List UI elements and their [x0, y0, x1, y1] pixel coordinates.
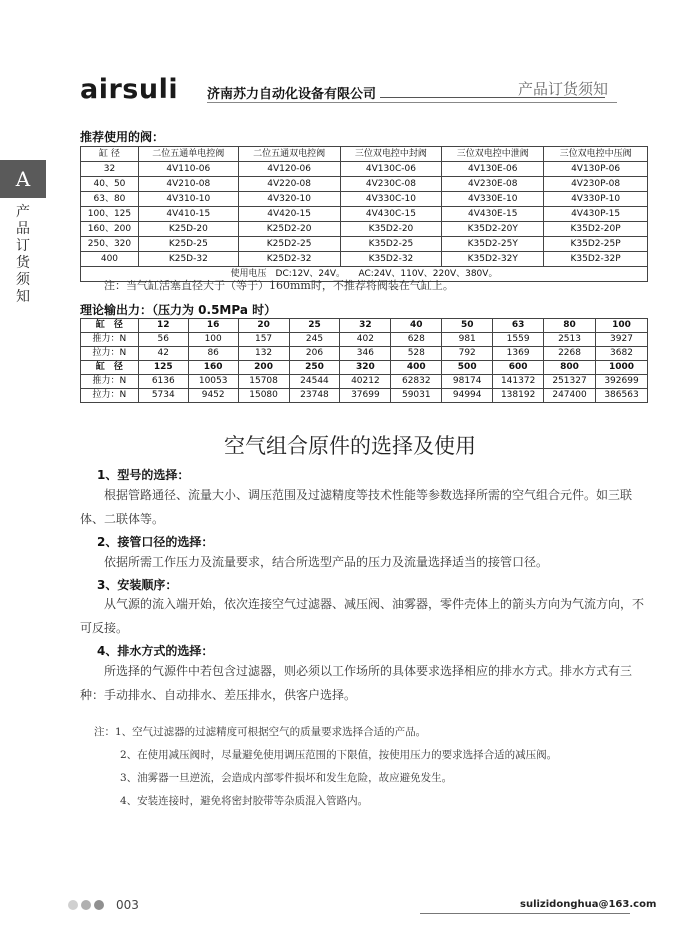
table-cell: 4V130C-06 [340, 162, 442, 177]
table-cell: K25D-25 [138, 237, 238, 252]
table-cell: 2268 [544, 347, 596, 361]
table-cell: 1559 [493, 333, 544, 347]
table-cell: 100 [596, 319, 648, 333]
section-text-model: 根据管路通径、流量大小、调压范围及过滤精度等技术性能等参数选择所需的空气组合元件。如三联体、二联体等。 [80, 488, 633, 526]
table-cell: 63 [493, 319, 544, 333]
footer-dot-3 [94, 900, 104, 910]
table-cell: 4V330P-10 [544, 192, 648, 207]
table-cell: 386563 [596, 389, 648, 403]
brand-logo: airsuli [80, 74, 179, 105]
table-cell: 23748 [289, 389, 340, 403]
table-cell: 245 [289, 333, 340, 347]
table-cell: 98174 [442, 375, 493, 389]
table-cell: 4V230E-08 [442, 177, 544, 192]
table-row [81, 252, 648, 267]
table-cell: 59031 [391, 389, 442, 403]
valves-table [80, 146, 648, 282]
force-table [80, 318, 648, 403]
table-cell: 4V130P-06 [544, 162, 648, 177]
table-cell: 4V430E-15 [442, 207, 544, 222]
table-cell: 250、320 [81, 237, 139, 252]
table-row [81, 222, 648, 237]
table-cell: 392699 [596, 375, 648, 389]
table-cell: 50 [442, 319, 493, 333]
table-cell: 9452 [188, 389, 238, 403]
table-row [81, 207, 648, 222]
page-number: 003 [116, 898, 139, 912]
valves-heading: 推荐使用的阀： [80, 130, 165, 144]
valves-col-header: 三位双电控中压阀 [544, 147, 648, 162]
section-heading-order: 3、安装顺序： [97, 578, 178, 592]
table-cell: 推力：N [81, 333, 139, 347]
table-cell: K35D2-20Y [442, 222, 544, 237]
force-row [81, 333, 648, 347]
article-title: 空气组合原件的选择及使用 [224, 434, 476, 458]
table-cell: 4V330E-10 [442, 192, 544, 207]
side-tab-label: 产品订货须知 [16, 204, 30, 305]
table-cell: 138192 [493, 389, 544, 403]
valves-col-header: 三位双电控中封阀 [340, 147, 442, 162]
table-cell: 56 [138, 333, 188, 347]
table-cell: 4V410-15 [138, 207, 238, 222]
table-cell: K35D2-20P [544, 222, 648, 237]
table-cell: 94994 [442, 389, 493, 403]
table-cell: 4V430C-15 [340, 207, 442, 222]
table-cell: K25D-32 [138, 252, 238, 267]
table-cell: 42 [138, 347, 188, 361]
table-row [81, 177, 648, 192]
table-cell: 4V230C-08 [340, 177, 442, 192]
table-cell: K35D2-32 [340, 252, 442, 267]
table-cell: 141372 [493, 375, 544, 389]
table-cell: 37699 [340, 389, 391, 403]
table-cell: 400 [81, 252, 139, 267]
bore-row [81, 319, 648, 333]
table-cell: 4V320-10 [238, 192, 340, 207]
section-heading-port: 2、接管口径的选择： [97, 535, 214, 549]
table-cell: 4V230P-08 [544, 177, 648, 192]
table-cell: 4V220-08 [238, 177, 340, 192]
note-3: 3、油雾器一旦逆流，会造成内部零件损坏和发生危险，故应避免发生。 [120, 772, 453, 784]
table-cell: 346 [340, 347, 391, 361]
table-cell: 4V310-10 [138, 192, 238, 207]
table-cell: 推力：N [81, 375, 139, 389]
table-cell: 24544 [289, 375, 340, 389]
note-2: 2、在使用减压阀时，尽量避免使用调压范围的下限值，按使用压力的要求选择合适的减压阀。 [120, 749, 558, 761]
table-cell: 100 [188, 333, 238, 347]
table-cell: K25D2-25 [238, 237, 340, 252]
table-cell: 拉力：N [81, 389, 139, 403]
table-cell: 628 [391, 333, 442, 347]
table-cell: 247400 [544, 389, 596, 403]
valves-col-header: 缸 径 [81, 147, 139, 162]
side-tab-letter: A [0, 160, 46, 198]
table-row [81, 162, 648, 177]
table-cell: 3682 [596, 347, 648, 361]
voltage-text: 使用电压 DC:12V、24V。 AC:24V、110V、220V、380V。 [81, 267, 648, 282]
section-text-order: 从气源的流入端开始，依次连接空气过滤器、减压阀、油雾器，零件壳体上的箭头方向为气流方向，不可反接。 [80, 597, 645, 635]
header-rule-lower [207, 102, 617, 103]
table-cell: 157 [238, 333, 289, 347]
table-cell: K35D2-20 [340, 222, 442, 237]
table-cell: 20 [238, 319, 289, 333]
table-cell: 200 [238, 361, 289, 375]
table-cell: K35D2-25P [544, 237, 648, 252]
table-cell: K35D2-25Y [442, 237, 544, 252]
table-cell: 981 [442, 333, 493, 347]
company-name: 济南苏力自动化设备有限公司 [207, 87, 377, 102]
table-cell: 500 [442, 361, 493, 375]
table-row [81, 237, 648, 252]
table-cell: 402 [340, 333, 391, 347]
section-text-port: 依据所需工作压力及流量要求，结合所选型产品的压力及流量选择适当的接管口径。 [104, 555, 549, 569]
table-cell: 缸 径 [81, 361, 139, 375]
table-cell: 10053 [188, 375, 238, 389]
table-row [81, 192, 648, 207]
section-heading-drain: 4、排水方式的选择： [97, 644, 214, 658]
table-cell: K35D2-25 [340, 237, 442, 252]
table-cell: 800 [544, 361, 596, 375]
table-cell: 206 [289, 347, 340, 361]
table-cell: 132 [238, 347, 289, 361]
table-cell: 40、50 [81, 177, 139, 192]
section-heading-model: 1、型号的选择： [97, 468, 190, 482]
footer-dot-1 [68, 900, 78, 910]
table-cell: 6136 [138, 375, 188, 389]
table-cell: 528 [391, 347, 442, 361]
valves-header-row [81, 147, 648, 162]
table-cell: 4V420-15 [238, 207, 340, 222]
table-cell: 16 [188, 319, 238, 333]
table-cell: 1000 [596, 361, 648, 375]
table-cell: 40212 [340, 375, 391, 389]
table-cell: 12 [138, 319, 188, 333]
force-row [81, 375, 648, 389]
table-cell: 40 [391, 319, 442, 333]
table-cell: 100、125 [81, 207, 139, 222]
table-cell: 600 [493, 361, 544, 375]
table-cell: 86 [188, 347, 238, 361]
valves-col-header: 二位五通单电控阀 [138, 147, 238, 162]
bore-row [81, 361, 648, 375]
table-cell: 15080 [238, 389, 289, 403]
table-cell: 251327 [544, 375, 596, 389]
table-cell: K35D2-32Y [442, 252, 544, 267]
table-cell: 80 [544, 319, 596, 333]
table-cell: 4V330C-10 [340, 192, 442, 207]
table-cell: 125 [138, 361, 188, 375]
table-cell: 1369 [493, 347, 544, 361]
table-cell: 63、80 [81, 192, 139, 207]
valves-col-header: 三位双电控中泄阀 [442, 147, 544, 162]
table-cell: 320 [340, 361, 391, 375]
table-cell: 4V130E-06 [442, 162, 544, 177]
table-cell: K25D2-20 [238, 222, 340, 237]
table-cell: 拉力：N [81, 347, 139, 361]
table-cell: K25D-20 [138, 222, 238, 237]
table-cell: 62832 [391, 375, 442, 389]
footer-dot-2 [81, 900, 91, 910]
table-cell: 4V120-06 [238, 162, 340, 177]
table-cell: 250 [289, 361, 340, 375]
table-cell: 160 [188, 361, 238, 375]
table-cell: 160、200 [81, 222, 139, 237]
table-cell: 15708 [238, 375, 289, 389]
table-cell: 4V110-06 [138, 162, 238, 177]
contact-email: sulizidonghua@163.com [520, 899, 657, 910]
table-cell: K25D2-32 [238, 252, 340, 267]
table-cell: 4V210-08 [138, 177, 238, 192]
table-cell: 25 [289, 319, 340, 333]
note-4: 4、安装连接时，避免将密封胶带等杂质混入管路内。 [120, 795, 369, 807]
section-title: 产品订货须知 [518, 80, 609, 98]
note-1: 注：1、空气过滤器的过滤精度可根据空气的质量要求选择合适的产品。 [94, 726, 427, 738]
table-cell: 缸 径 [81, 319, 139, 333]
table-cell: 792 [442, 347, 493, 361]
table-cell: 2513 [544, 333, 596, 347]
force-heading: 理论输出力：（压力为 0.5MPa 时） [80, 303, 277, 317]
footer-rule [420, 913, 630, 914]
table-cell: 400 [391, 361, 442, 375]
valves-note: 注：当气缸活塞直径大于（等于）160mm时，不推荐将阀装在气缸上。 [104, 279, 454, 292]
section-text-drain: 所选择的气源件中若包含过滤器，则必须以工作场所的具体要求选择相应的排水方式。排水方式有三种：手动排水、自动排水、差压排水，供客户选择。 [80, 664, 633, 702]
table-cell: 5734 [138, 389, 188, 403]
table-cell: 3927 [596, 333, 648, 347]
table-cell: 32 [81, 162, 139, 177]
force-row [81, 347, 648, 361]
table-cell: 32 [340, 319, 391, 333]
valves-col-header: 二位五通双电控阀 [238, 147, 340, 162]
force-row [81, 389, 648, 403]
table-cell: 4V430P-15 [544, 207, 648, 222]
table-cell: K35D2-32P [544, 252, 648, 267]
